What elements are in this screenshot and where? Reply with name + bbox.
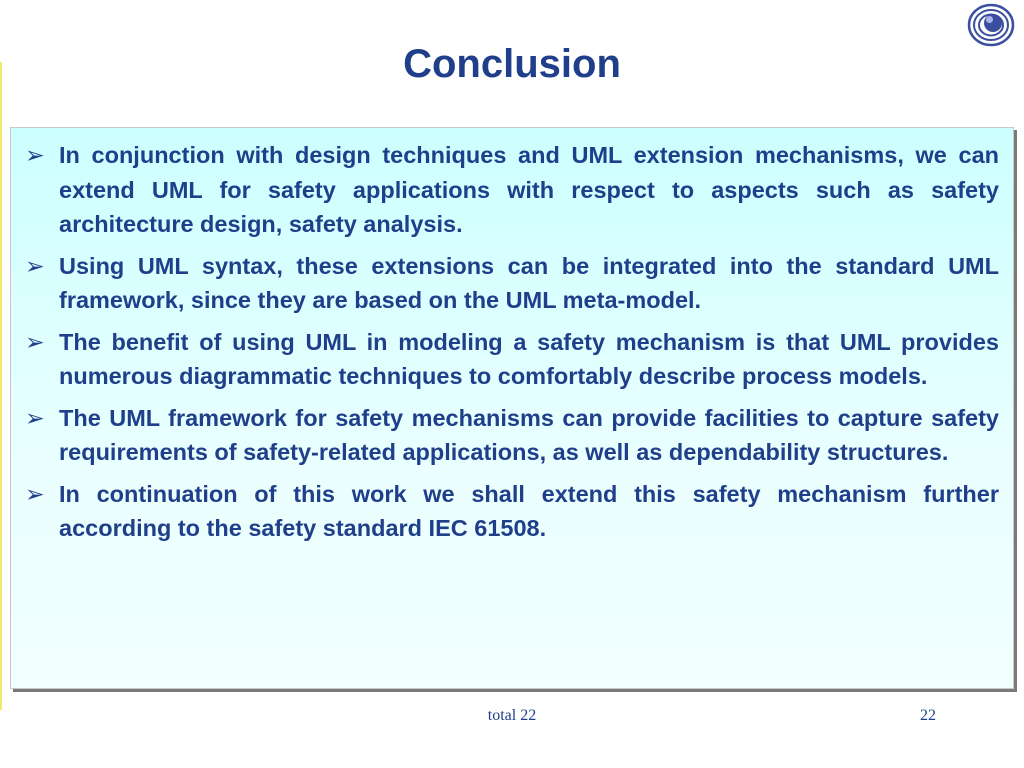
bullet-item [23, 401, 999, 470]
bullet-item [23, 249, 999, 318]
bullet-text: The UML framework for safety mechanisms can provide facilities to capture safety requirements of safety-related applications, as well as dependability structures. [59, 404, 999, 465]
bullet-text: In conjunction with design techniques and UML extension mechanisms, we can extend UML for safety applications with respect to aspects such as safety architecture design, safety analysis. [59, 142, 999, 237]
arrow-bullet-icon: ➢ [25, 479, 45, 508]
footer-total: total 22 [487, 707, 537, 724]
bullet-item [23, 138, 999, 242]
content-box [10, 127, 1014, 689]
bullet-text: Using UML syntax, these extensions can be integrated into the standard UML framework, since they are based on the UML meta-model. [59, 252, 999, 313]
left-accent-rule [0, 62, 2, 710]
arrow-bullet-icon: ➢ [25, 141, 45, 169]
bullet-item [23, 477, 999, 546]
page-number: 22 [920, 707, 936, 724]
arrow-bullet-icon: ➢ [25, 327, 45, 356]
slide-title: Conclusion [403, 42, 621, 86]
arrow-bullet-icon: ➢ [25, 251, 45, 280]
bullet-list [11, 128, 1013, 546]
bullet-text: The benefit of using UML in modeling a safety mechanism is that UML provides numerous diagrammatic techniques to comfortably describe process models. [59, 328, 999, 389]
arrow-bullet-icon: ➢ [25, 403, 45, 432]
bullet-text: In continuation of this work we shall extend this safety mechanism further according to the safety standard IEC 61508. [59, 480, 999, 541]
bullet-item [23, 325, 999, 394]
